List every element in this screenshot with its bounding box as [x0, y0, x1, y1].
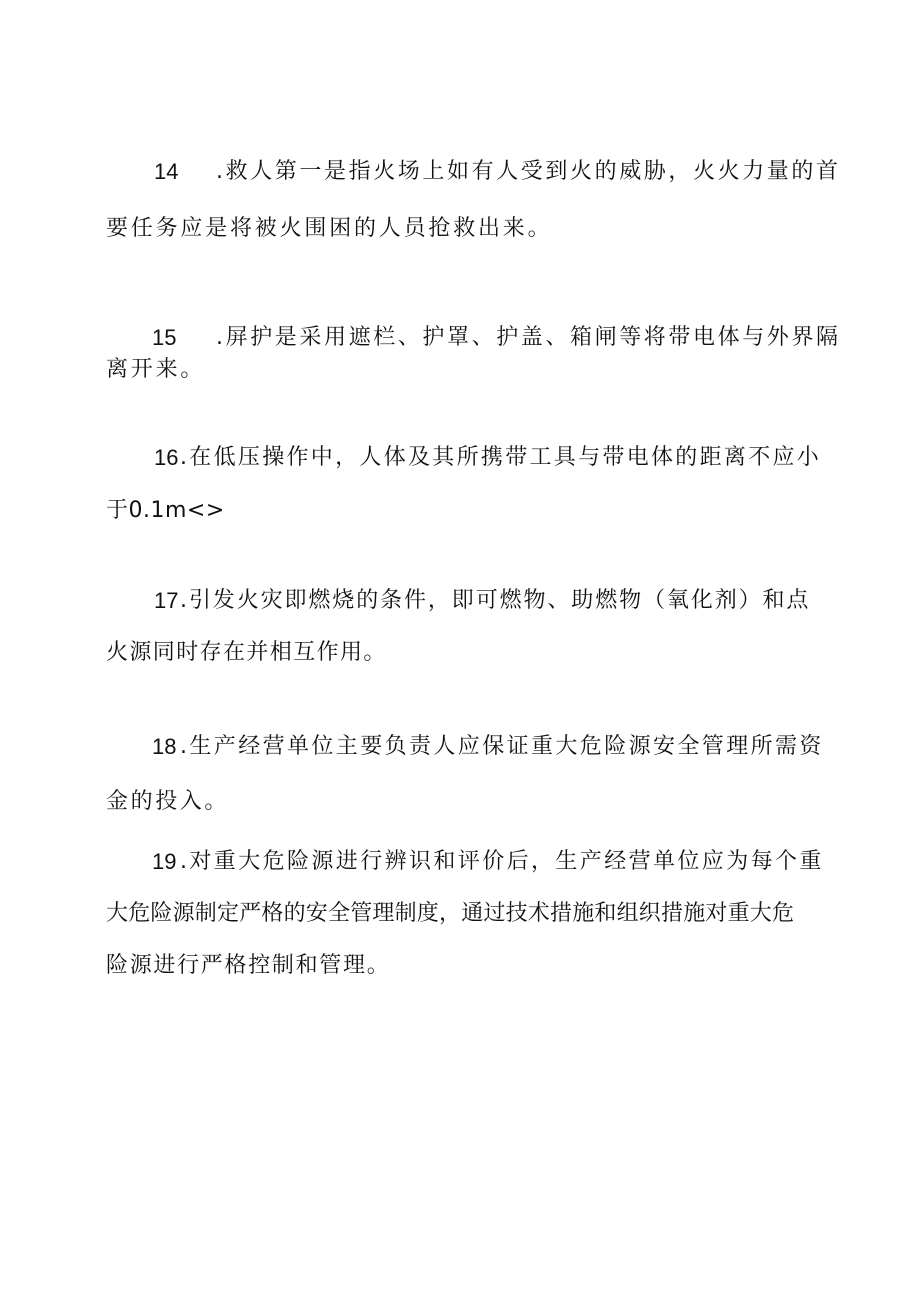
- item-text-line: .对重大危险源进行辨识和评价后，生产经营单位应为每个重: [180, 849, 824, 874]
- item-text-line: 要任务应是将被火围困的人员抢救出来。: [106, 216, 553, 241]
- item-number: 19: [152, 849, 177, 874]
- item-text-line tail-latin: 于0.1m<>: [106, 498, 225, 523]
- item-number: 15: [152, 325, 177, 350]
- item-text-line: .屏护是采用遮栏、护罩、护盖、箱闸等将带电体与外界隔: [216, 325, 841, 350]
- item-text-line: 险源进行严格控制和管理。: [106, 953, 391, 978]
- item-text-line: .引发火灾即燃烧的条件，即可燃物、助燃物（氧化剂）和点: [180, 588, 811, 613]
- item-text-line: 金的投入。: [106, 789, 230, 814]
- item-number: 16: [154, 445, 179, 470]
- item-number: 17: [154, 588, 179, 613]
- item-text-line: 大危险源制定严格的安全管理制度，通过技术措施和组织措施对重大危: [106, 901, 795, 926]
- item-text-line: .救人第一是指火场上如有人受到火的威胁，火火力量的首: [216, 159, 841, 184]
- item-text-line: 离开来。: [106, 357, 206, 382]
- item-number: 18: [152, 734, 177, 759]
- item-text-line: .在低压操作中，人体及其所携带工具与带电体的距离不应小: [180, 445, 822, 470]
- item-text-line: .生产经营单位主要负责人应保证重大危险源安全管理所需资: [180, 734, 824, 759]
- item-text-line: 火源同时存在并相互作用。: [106, 640, 387, 665]
- item-number: 14: [154, 159, 179, 184]
